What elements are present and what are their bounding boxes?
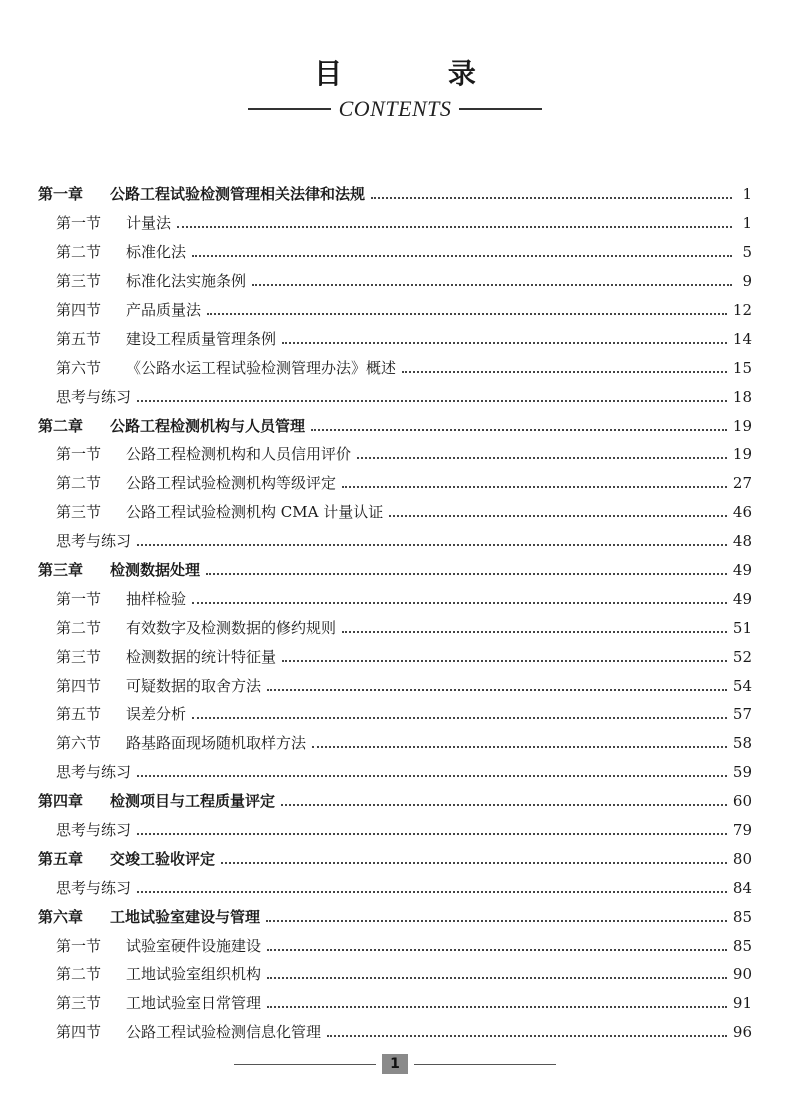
toc-dot-leader — [267, 689, 727, 691]
toc-entry-label: 第五节 — [56, 329, 102, 348]
toc-entry-label: 第六章 — [38, 907, 84, 926]
toc-entry-section[interactable] — [38, 671, 752, 700]
toc-dot-leader — [266, 920, 727, 922]
toc-entry-section[interactable] — [38, 324, 752, 353]
toc-dot-leader — [267, 949, 727, 951]
page-title: 目 录 — [314, 57, 524, 90]
toc-entry-page-number: 84 — [732, 878, 752, 897]
toc-entry-page-number: 51 — [732, 618, 752, 637]
subtitle-rule-left — [248, 108, 331, 110]
toc-entry-section[interactable] — [38, 209, 752, 238]
toc-dot-leader — [252, 284, 732, 286]
toc-entry-title: 公路工程试验检测信息化管理 — [126, 1023, 322, 1042]
toc-entry-section[interactable] — [38, 296, 752, 325]
toc-entry-title: 思考与练习 — [56, 763, 132, 782]
toc-entry-label: 第三节 — [56, 503, 102, 522]
toc-entry-page-number: 19 — [732, 416, 752, 435]
toc-entry-page-number: 5 — [742, 243, 752, 262]
toc-entry-page-number: 1 — [742, 214, 752, 233]
toc-entry-title: 公路工程试验检测机构 CMA 计量认证 — [126, 503, 384, 522]
toc-entry-page-number: 27 — [732, 474, 752, 493]
toc-entry-page-number: 91 — [732, 994, 752, 1013]
toc-entry-page-number: 79 — [732, 821, 752, 840]
toc-entry-label: 第一章 — [38, 185, 84, 204]
toc-dot-leader — [137, 544, 727, 546]
toc-entry-label: 第四节 — [56, 1023, 102, 1042]
toc-dot-leader — [207, 313, 727, 315]
toc-entry-title: 公路工程试验检测管理相关法律和法规 — [110, 185, 366, 204]
toc-entry-title: 公路工程检测机构和人员信用评价 — [126, 445, 352, 464]
toc-dot-leader — [281, 804, 727, 806]
toc-entry-section[interactable] — [38, 440, 752, 469]
toc-dot-leader — [312, 746, 727, 748]
toc-entry-page-number: 80 — [732, 849, 752, 868]
toc-dot-leader — [177, 226, 732, 228]
footer-rule-left — [234, 1064, 376, 1065]
toc-entry-label: 第一节 — [56, 936, 102, 955]
toc-entry-page-number: 58 — [732, 734, 752, 753]
toc-entry-section[interactable] — [38, 989, 752, 1018]
toc-entry-label: 第二节 — [56, 965, 102, 984]
toc-entry-title: 思考与练习 — [56, 821, 132, 840]
table-of-contents — [38, 180, 752, 1047]
toc-dot-leader — [371, 197, 732, 199]
toc-entry-page-number: 85 — [732, 936, 752, 955]
toc-entry-title: 标准化法 — [126, 243, 187, 262]
page-footer — [234, 1053, 556, 1075]
toc-entry-title: 标准化法实施条例 — [126, 272, 247, 291]
toc-dot-leader — [137, 775, 727, 777]
subtitle-row — [248, 96, 542, 122]
toc-entry-label: 第五节 — [56, 705, 102, 724]
toc-entry-label: 第二节 — [56, 474, 102, 493]
toc-entry-title: 公路工程试验检测机构等级评定 — [126, 474, 337, 493]
toc-entry-title: 检测数据处理 — [110, 561, 201, 580]
toc-entry-page-number: 96 — [732, 1023, 752, 1042]
toc-entry-section[interactable] — [38, 1018, 752, 1047]
toc-entry-page-number: 49 — [732, 561, 752, 580]
toc-dot-leader — [137, 833, 727, 835]
toc-dot-leader — [282, 342, 727, 344]
toc-entry-title: 工地试验室日常管理 — [126, 994, 262, 1013]
toc-entry-section[interactable] — [38, 267, 752, 296]
toc-dot-leader — [342, 631, 727, 633]
toc-entry-label: 第四节 — [56, 676, 102, 695]
toc-entry-page-number: 59 — [732, 763, 752, 782]
toc-entry-title: 建设工程质量管理条例 — [126, 329, 277, 348]
toc-entry-section[interactable] — [38, 353, 752, 382]
toc-dot-leader — [137, 891, 727, 893]
footer-rule-right — [414, 1064, 556, 1065]
toc-entry-label: 第三章 — [38, 561, 84, 580]
toc-entry-title: 产品质量法 — [126, 301, 202, 319]
toc-entry-title: 检测项目与工程质量评定 — [110, 792, 276, 811]
toc-entry-page-number: 12 — [732, 301, 752, 319]
toc-entry-page-number: 19 — [732, 445, 752, 464]
toc-entry-title: 抽样检验 — [126, 589, 187, 608]
toc-dot-leader — [342, 486, 727, 488]
toc-entry-page-number: 49 — [732, 589, 752, 608]
toc-entry-section[interactable] — [38, 469, 752, 498]
toc-entry-page-number: 9 — [742, 272, 752, 291]
toc-entry-title: 试验室硬件设施建设 — [126, 936, 262, 955]
toc-dot-leader — [267, 1006, 727, 1008]
toc-entry-exercise[interactable] — [38, 816, 752, 845]
toc-entry-section[interactable] — [38, 613, 752, 642]
toc-entry-page-number: 52 — [732, 647, 752, 666]
toc-entry-page-number: 18 — [732, 387, 752, 406]
toc-entry-section[interactable] — [38, 238, 752, 267]
toc-entry-exercise[interactable] — [38, 382, 752, 411]
toc-entry-label: 第三节 — [56, 994, 102, 1013]
toc-entry-label: 第二节 — [56, 243, 102, 262]
toc-entry-label: 第二章 — [38, 416, 84, 435]
toc-entry-chapter[interactable] — [38, 902, 752, 931]
toc-entry-section[interactable] — [38, 931, 752, 960]
toc-entry-label: 第四节 — [56, 301, 102, 319]
toc-entry-title: 工地试验室建设与管理 — [110, 907, 261, 926]
page-subtitle: CONTENTS — [338, 96, 452, 121]
toc-entry-title: 交竣工验收评定 — [110, 849, 216, 868]
toc-dot-leader — [192, 602, 727, 604]
toc-entry-title: 公路工程检测机构与人员管理 — [110, 416, 306, 435]
toc-entry-label: 第六节 — [56, 734, 102, 753]
toc-entry-chapter[interactable] — [38, 844, 752, 873]
toc-entry-label: 第五章 — [38, 849, 84, 868]
toc-entry-label: 第三节 — [56, 647, 102, 666]
toc-dot-leader — [137, 400, 727, 402]
toc-entry-exercise[interactable] — [38, 527, 752, 556]
toc-entry-section[interactable] — [38, 700, 752, 729]
toc-entry-section[interactable] — [38, 584, 752, 613]
toc-entry-label: 第六节 — [56, 358, 102, 377]
toc-entry-chapter[interactable] — [38, 556, 752, 585]
toc-entry-section[interactable] — [38, 498, 752, 527]
toc-entry-title: 工地试验室组织机构 — [126, 965, 262, 984]
toc-dot-leader — [206, 573, 727, 575]
toc-entry-page-number: 48 — [732, 532, 752, 551]
toc-dot-leader — [192, 717, 727, 719]
subtitle-rule-right — [459, 108, 542, 110]
toc-entry-label: 第三节 — [56, 272, 102, 291]
toc-entry-chapter[interactable] — [38, 411, 752, 440]
toc-entry-page-number: 85 — [732, 907, 752, 926]
toc-dot-leader — [311, 429, 727, 431]
toc-entry-page-number: 60 — [732, 792, 752, 811]
toc-entry-page-number: 90 — [732, 965, 752, 984]
toc-entry-exercise[interactable] — [38, 873, 752, 902]
toc-dot-leader — [389, 515, 727, 517]
toc-entry-title: 路基路面现场随机取样方法 — [126, 734, 307, 753]
toc-entry-page-number: 54 — [732, 676, 752, 695]
toc-entry-title: 思考与练习 — [56, 532, 132, 551]
toc-entry-exercise[interactable] — [38, 758, 752, 787]
toc-entry-page-number: 15 — [732, 358, 752, 377]
toc-entry-page-number: 46 — [732, 503, 752, 522]
toc-entry-label: 第一节 — [56, 214, 102, 233]
toc-entry-title: 思考与练习 — [56, 878, 132, 897]
toc-entry-label: 第一节 — [56, 589, 102, 608]
toc-entry-title: 误差分析 — [126, 705, 187, 724]
toc-dot-leader — [327, 1035, 727, 1037]
toc-dot-leader — [402, 371, 727, 373]
toc-entry-section[interactable] — [38, 642, 752, 671]
toc-entry-section[interactable] — [38, 729, 752, 758]
toc-dot-leader — [282, 660, 727, 662]
toc-entry-label: 第二节 — [56, 618, 102, 637]
toc-entry-section[interactable] — [38, 960, 752, 989]
toc-dot-leader — [221, 862, 727, 864]
toc-entry-title: 可疑数据的取舍方法 — [126, 676, 262, 695]
toc-dot-leader — [192, 255, 732, 257]
toc-entry-page-number: 1 — [742, 185, 752, 204]
toc-entry-page-number: 14 — [732, 329, 752, 348]
toc-entry-title: 有效数字及检测数据的修约规则 — [126, 618, 337, 637]
toc-entry-label: 第一节 — [56, 445, 102, 464]
toc-entry-chapter[interactable] — [38, 787, 752, 816]
toc-entry-chapter[interactable] — [38, 180, 752, 209]
toc-entry-title: 思考与练习 — [56, 387, 132, 406]
toc-entry-title: 《公路水运工程试验检测管理办法》概述 — [126, 358, 397, 377]
toc-dot-leader — [357, 457, 727, 459]
toc-entry-page-number: 57 — [732, 705, 752, 724]
toc-entry-title: 计量法 — [126, 214, 172, 233]
toc-dot-leader — [267, 977, 727, 979]
toc-entry-label: 第四章 — [38, 792, 84, 811]
page-number-badge: 1 — [382, 1054, 408, 1074]
toc-entry-title: 检测数据的统计特征量 — [126, 647, 277, 666]
